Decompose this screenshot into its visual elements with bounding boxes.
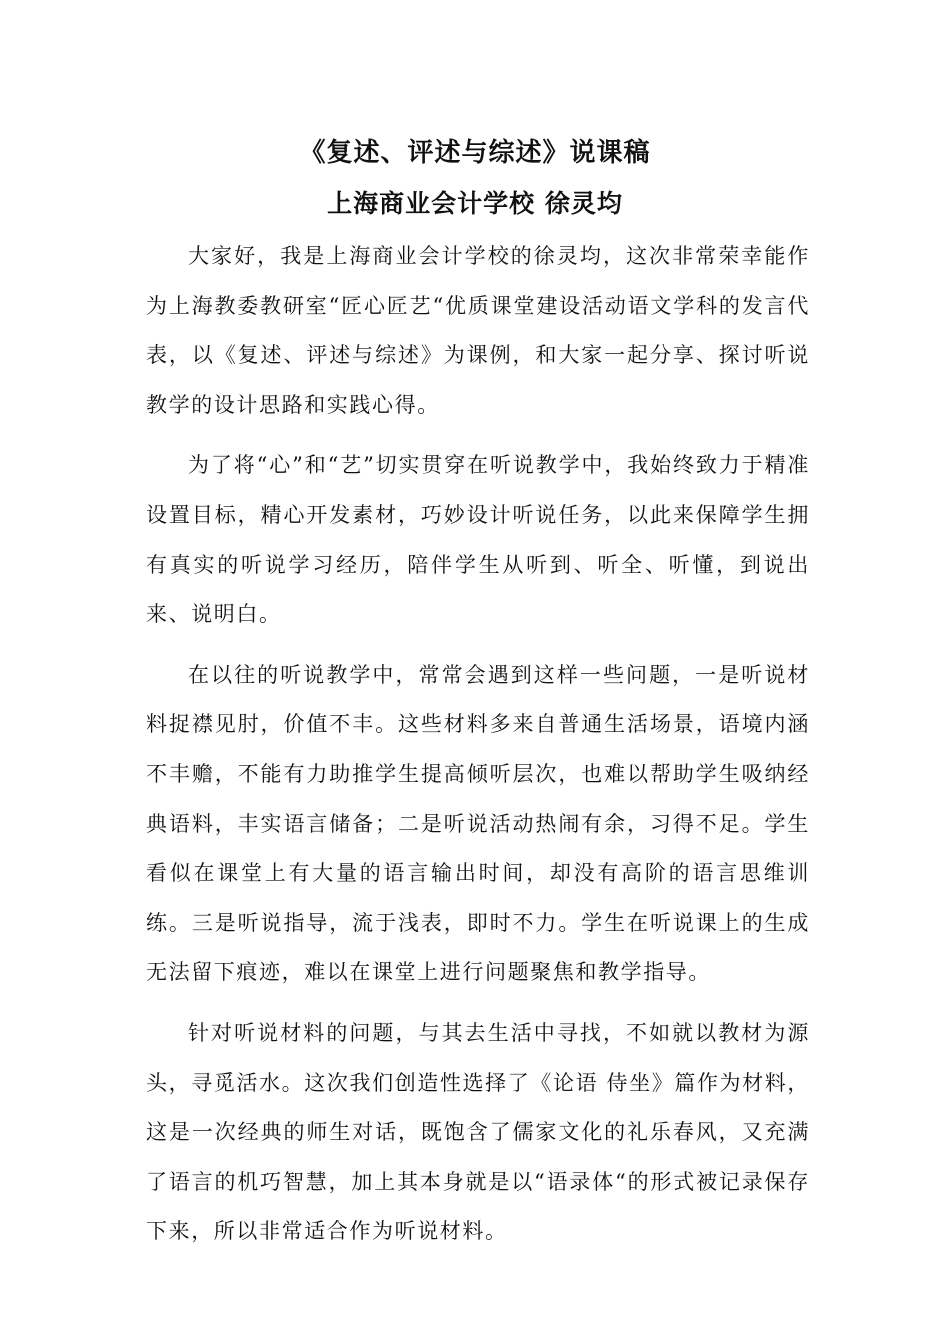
document-title: 《复述、评述与综述》说课稿: [299, 138, 651, 168]
paragraph: 大家好，我是上海商业会计学校的徐灵均，这次非常荣幸能作为上海教委教研室“匠心匠艺“优质课堂建设活动语文学科的发言代表，以《复述、评述与综述》为课例，和大家一起分享、探讨听说教学的设计思路和实践心得。: [146, 244, 810, 417]
document-body: [146, 232, 810, 1268]
author-line: 上海商业会计学校 徐灵均: [327, 189, 623, 218]
paragraph: 为了将“心”和“艺”切实贯穿在听说教学中，我始终致力于精准设置目标，精心开发素材，巧妙设计听说任务，以此来保障学生拥有真实的听说学习经历，陪伴学生从听到、听全、听懂，到说出来、说明白。: [146, 453, 810, 627]
paragraph: 在以往的听说教学中，常常会遇到这样一些问题，一是听说材料捉襟见肘，价值不丰。这些材料多来自普通生活场景，语境内涵不丰赡，不能有力助推学生提高倾听层次，也难以帮助学生吸纳经典语料，丰实语言储备；二是听说活动热闹有余，习得不足。学生看似在课堂上有大量的语言输出时间，却没有高阶的语言思维训练。三是听说指导，流于浅表，即时不力。学生在听说课上的生成无法留下痕迹，难以在课堂上进行问题聚焦和教学指导。: [146, 662, 810, 985]
paragraph: 针对听说材料的问题，与其去生活中寻找，不如就以教材为源头，寻觅活水。这次我们创造性选择了《论语 侍坐》篇作为材料，这是一次经典的师生对话，既饱含了儒家文化的礼乐春风，又充满了语言的机巧智慧，加上其本身就是以“语录体“的形式被记录保存下来，所以非常适合作为听说材料。: [146, 1020, 810, 1244]
